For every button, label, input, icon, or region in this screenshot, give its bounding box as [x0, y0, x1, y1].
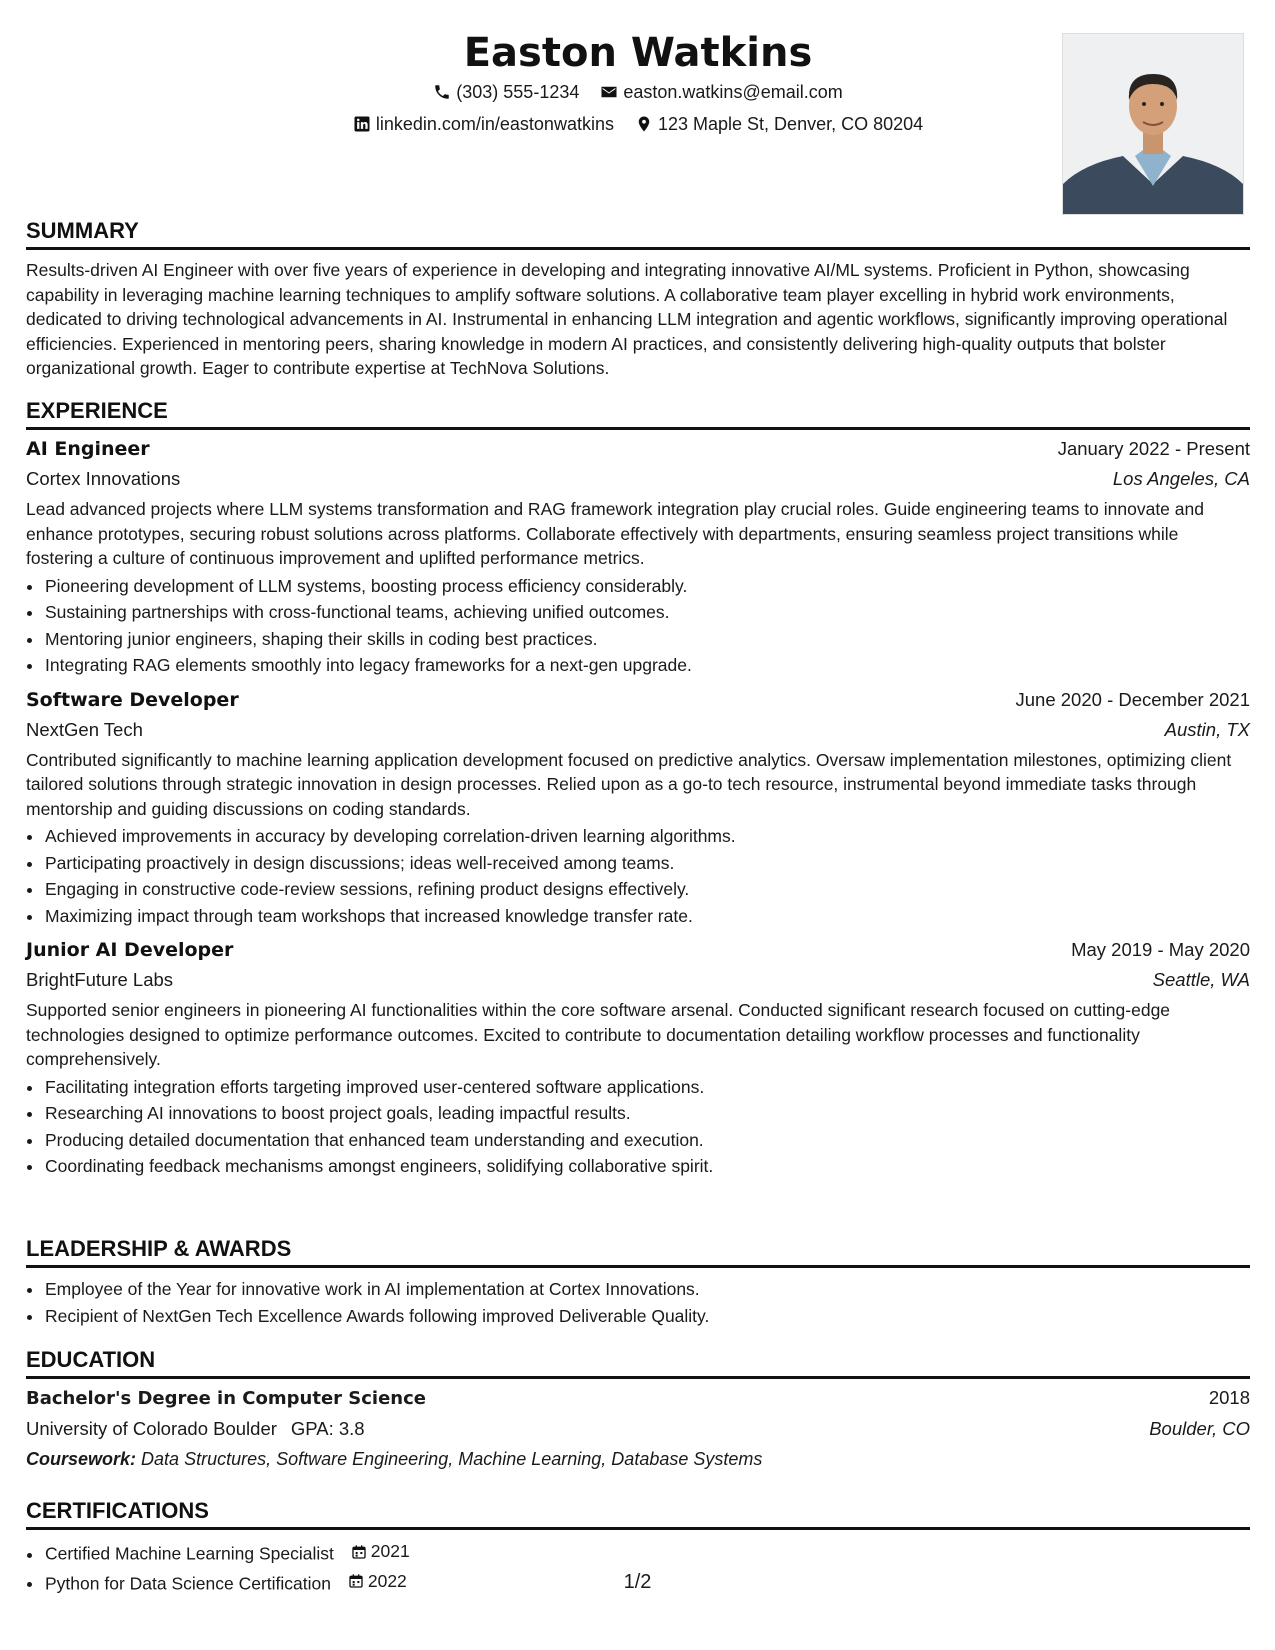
certifications-heading: CERTIFICATIONS — [26, 1496, 1250, 1530]
awards-list — [26, 1276, 1250, 1329]
graduation-year: 2018 — [1208, 1387, 1250, 1408]
linkedin-contact[interactable] — [353, 112, 614, 136]
list-item: • Sustaining partnerships with cross-functional teams, achieving unified outcomes. — [44, 599, 1250, 626]
job-title: Junior AI Developer — [26, 939, 234, 961]
list-item: • Integrating RAG elements smoothly into legacy frameworks for a next-gen upgrade. — [44, 652, 1250, 679]
job-company: NextGen Tech — [26, 718, 143, 740]
summary-text: Results-driven AI Engineer with over five years of experience in developing and integrating innovative AI/ML systems. Proficient in Python, showcasing capability in leveraging machine learning techniques to amplify software solutions. A collaborative team player excelling in hybrid work environments, dedicated to driving technological advancements in AI. Instrumental in enhancing LLM integration and agentic workflows, significantly improving operational efficiencies. Experienced in mentoring peers, sharing knowledge in modern AI practices, and consistently delivering high-quality outputs that bolster organizational growth. Eager to contribute expertise at TechNova Solutions. — [26, 260, 1228, 378]
phone-contact[interactable] — [433, 80, 579, 104]
list-item: • Employee of the Year for innovative work in AI implementation at Cortex Innovations. — [44, 1276, 1250, 1303]
job-entry — [26, 685, 1250, 930]
coursework-label: Coursework: — [26, 1449, 137, 1469]
list-item: • Coordinating feedback mechanisms amongst engineers, solidifying collaborative spirit. — [44, 1153, 1250, 1180]
email-text: easton.watkins@email.com — [623, 82, 843, 102]
certification-date — [351, 1538, 410, 1565]
job-dates: January 2022 - Present — [1057, 438, 1250, 459]
coursework — [26, 1444, 1250, 1474]
certification-year: 2022 — [367, 1570, 407, 1591]
job-title: Software Developer — [26, 688, 239, 711]
job-entry — [26, 434, 1250, 679]
certification-name: Python for Data Science Certification — [45, 1573, 331, 1593]
list-item: • Recipient of NextGen Tech Excellence Awards following improved Deliverable Quality. — [44, 1303, 1250, 1330]
job-location: Seattle, WA — [1152, 969, 1250, 990]
certification-name: Certified Machine Learning Specialist — [45, 1543, 334, 1564]
coursework-list: Data Structures, Software Engineering, Machine Learning, Database Systems — [141, 1449, 763, 1469]
summary-section — [26, 216, 1250, 381]
experience-heading: EXPERIENCE — [26, 396, 1250, 430]
awards-heading: LEADERSHIP & AWARDS — [26, 1234, 1250, 1268]
job-location: Austin, TX — [1164, 718, 1250, 740]
awards-section — [26, 1234, 1250, 1329]
list-item: • Researching AI innovations to boost project goals, leading impactful results. — [44, 1100, 1250, 1127]
linkedin-text: linkedin.com/in/eastonwatkins — [375, 114, 614, 134]
job-entry — [26, 935, 1250, 1180]
map-pin-icon — [635, 115, 653, 133]
job-description: Contributed significantly to machine learning application development focused on predictive analytics. Oversaw implementation milestones, optimizing client tailored solutions through strategic innovation in design processes. Relied upon as a go-to tech resource, instrumental beyond immediate tasks through mentorship and guiding discussions on coding standards. — [26, 749, 1232, 819]
list-item: • Achieved improvements in accuracy by developing correlation-driven learning algorithms. — [44, 823, 1250, 850]
gpa: GPA: 3.8 — [290, 1418, 365, 1439]
job-dates: June 2020 - December 2021 — [1015, 688, 1250, 710]
experience-section — [26, 396, 1250, 1180]
profile-photo — [1062, 33, 1244, 215]
education-section — [26, 1345, 1250, 1474]
resume-page — [26, 0, 1250, 1650]
calendar-icon — [351, 1544, 367, 1560]
school-location: Boulder, CO — [1149, 1418, 1250, 1439]
education-heading: EDUCATION — [26, 1345, 1250, 1379]
list-item — [44, 1538, 1250, 1568]
job-company: BrightFuture Labs — [26, 969, 174, 990]
list-item: • Producing detailed documentation that enhanced team understanding and execution. — [44, 1127, 1250, 1154]
page-number: 1/2 — [623, 1571, 652, 1593]
job-title: AI Engineer — [26, 438, 150, 460]
linkedin-icon — [353, 115, 371, 133]
job-company: Cortex Innovations — [26, 468, 181, 489]
job-description: Supported senior engineers in pioneering AI functionalities within the core software arsenal. Conducted significant research focused on cutting-edge technologies designed to optimize performance outcomes. Excited to contribute to documentation detailing workflow processes and functionality comprehensively. — [26, 1000, 1171, 1069]
job-bullets — [26, 823, 1250, 929]
certification-year: 2021 — [370, 1541, 410, 1561]
list-item: • Participating proactively in design discussions; ideas well-received among teams. — [44, 850, 1250, 877]
list-item: • Mentoring junior engineers, shaping their skills in coding best practices. — [44, 626, 1250, 653]
job-bullets — [26, 1074, 1250, 1180]
list-item: • Engaging in constructive code-review sessions, refining product designs effectively. — [44, 876, 1250, 903]
phone-text: (303) 555-1234 — [456, 82, 580, 102]
phone-icon — [433, 83, 451, 101]
job-dates: May 2019 - May 2020 — [1071, 939, 1250, 960]
envelope-icon — [600, 83, 618, 101]
degree-title: Bachelor's Degree in Computer Science — [26, 1388, 426, 1409]
job-description: Lead advanced projects where LLM systems transformation and RAG framework integration play crucial roles. Guide engineering teams to innovate and enhance prototypes, securing robust solutions across platforms. Collaborate effectively with departments, ensuring seamless project transitions while fostering a culture of continuous improvement and uplifted performance metrics. — [26, 499, 1204, 568]
list-item: • Maximizing impact through team workshops that increased knowledge transfer rate. — [44, 903, 1250, 930]
email-contact[interactable] — [600, 80, 842, 104]
list-item: • Pioneering development of LLM systems, boosting process efficiency considerably. — [44, 573, 1250, 600]
address-text: 123 Maple St, Denver, CO 80204 — [657, 114, 924, 134]
school-name: University of Colorado Boulder — [26, 1418, 277, 1439]
address-contact — [635, 112, 923, 136]
job-location: Los Angeles, CA — [1112, 468, 1250, 489]
candidate-name: Easton Watkins — [463, 30, 813, 76]
summary-heading: SUMMARY — [26, 216, 1250, 250]
resume-header — [26, 20, 1250, 220]
job-bullets — [26, 573, 1250, 679]
list-item: • Facilitating integration efforts targeting improved user-centered software applications. — [44, 1074, 1250, 1101]
